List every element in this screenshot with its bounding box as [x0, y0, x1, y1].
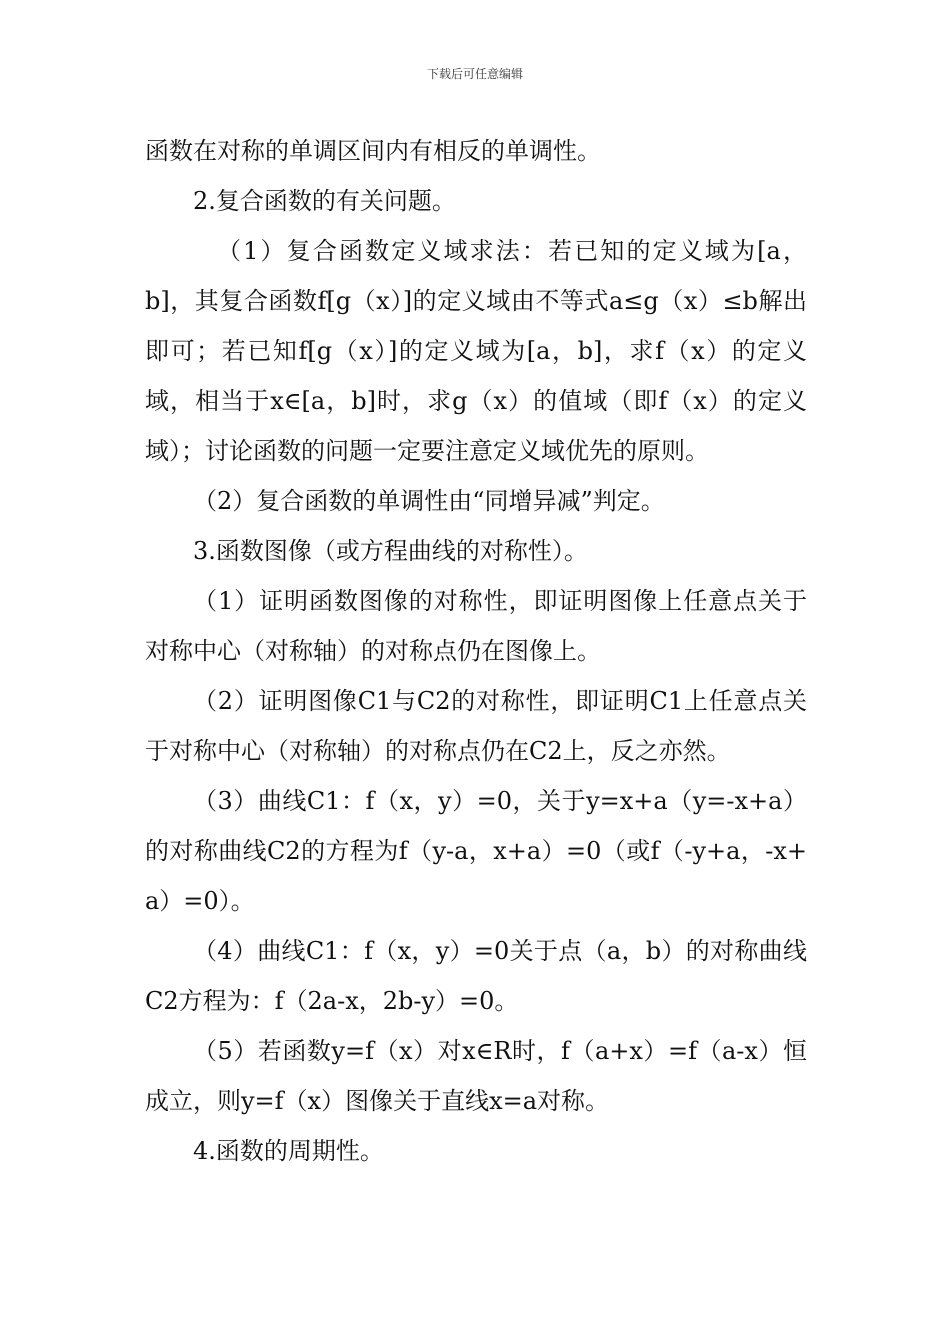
paragraph-symmetry-4: （4）曲线C1：f（x，y）=0关于点（a，b）的对称曲线C2方程为：f（2a-x，2b-y）=0。 [145, 937, 807, 1015]
paragraph-symmetry-5: （5）若函数y=f（x）对x∈R时，f（a+x）=f（a-x）恒成立，则y=f（x）图像关于直线x=a对称。 [145, 1037, 807, 1115]
paragraph-symmetry-1: （1）证明函数图像的对称性，即证明图像上任意点关于对称中心（对称轴）的对称点仍在图像上。 [145, 587, 807, 665]
paragraph-continuation: 函数在对称的单调区间内有相反的单调性。 [145, 137, 601, 165]
paragraph-symmetry-3: （3）曲线C1：f（x，y）=0，关于y=x+a（y=-x+a）的对称曲线C2的方程为f（y-a，x+a）=0（或f（-y+a，-x+a）=0）。 [145, 787, 807, 915]
section-heading-3: 3.函数图像（或方程曲线的对称性）。 [193, 537, 588, 565]
page-header: 下载后可任意编辑 [426, 67, 523, 81]
document-body [145, 126, 807, 1176]
section-heading-2: 2.复合函数的有关问题。 [193, 187, 456, 215]
paragraph-composite-monotonicity: （2）复合函数的单调性由“同增异减”判定。 [193, 487, 665, 515]
paragraph-symmetry-2: （2）证明图像C1与C2的对称性，即证明C1上任意点关于对称中心（对称轴）的对称点仍在C2上，反之亦然。 [145, 687, 807, 765]
section-heading-4: 4.函数的周期性。 [193, 1137, 384, 1165]
paragraph-composite-domain: （1）复合函数定义域求法：若已知的定义域为[a，b]，其复合函数f[g（x）]的定义域由不等式a≤g（x）≤b解出即可；若已知f[g（x）]的定义域为[a，b]，求f（x）的定义域，相当于x∈[a，b]时，求g（x）的值域（即f（x）的定义域）；讨论函数的问题一定要注意定义域优先的原则。 [145, 237, 807, 465]
